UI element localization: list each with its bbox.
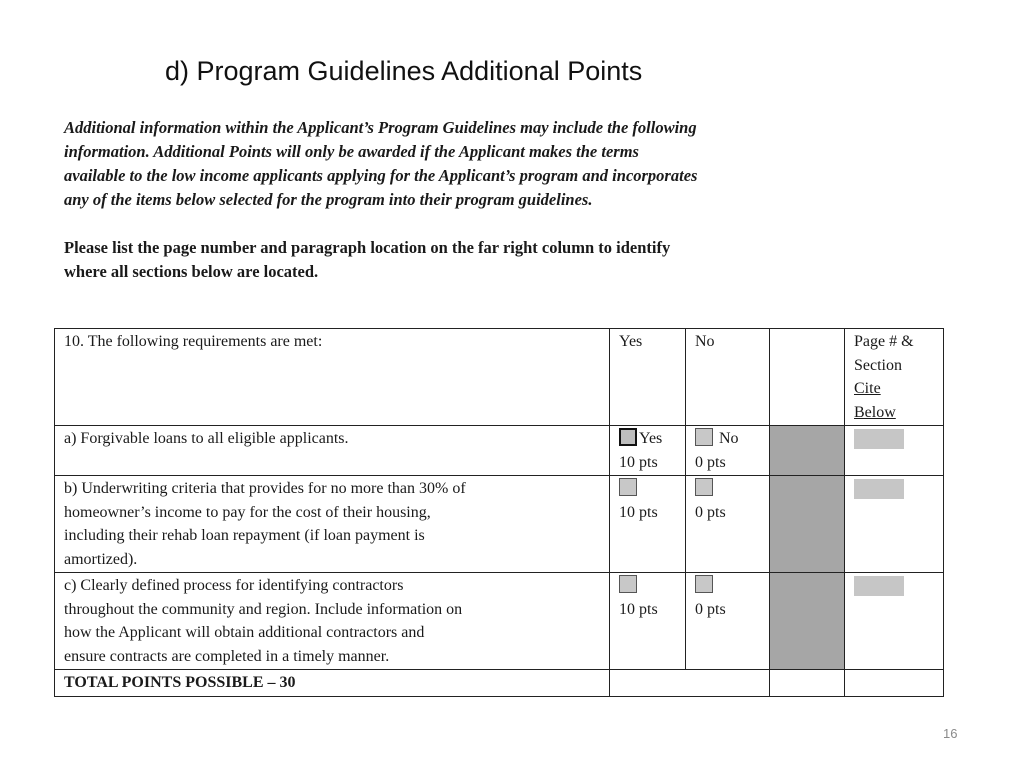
table-row	[55, 476, 944, 573]
row-a-no: No 0 pts	[686, 426, 770, 476]
total-blank-cell	[770, 670, 845, 697]
intro-text	[64, 116, 934, 284]
cite-input[interactable]	[854, 479, 904, 499]
total-cite-cell	[845, 670, 944, 697]
yes-checkbox[interactable]	[619, 428, 637, 446]
intro-line: available to the low income applicants applying for the Applicant’s program and incorporates	[64, 166, 698, 185]
intro-paragraph-1	[64, 116, 934, 212]
table-row	[55, 426, 944, 476]
yes-checkbox[interactable]	[619, 478, 637, 496]
page-number: 16	[943, 726, 958, 741]
slide-title: d) Program Guidelines Additional Points	[165, 56, 643, 86]
row-c-no: 0 pts	[686, 573, 770, 670]
total-points: TOTAL POINTS POSSIBLE – 30	[55, 670, 610, 697]
row-a-cite	[845, 426, 944, 476]
intro-line: Please list the page number and paragraph location on the far right column to identify	[64, 238, 671, 257]
table-total-row	[55, 670, 944, 697]
requirements-table	[54, 328, 944, 697]
row-c-yes: 10 pts	[610, 573, 686, 670]
header-no: No	[686, 329, 770, 426]
header-requirement: 10. The following requirements are met:	[55, 329, 610, 426]
row-a-yes: Yes 10 pts	[610, 426, 686, 476]
intro-line: any of the items below selected for the program into their program guidelines.	[64, 190, 593, 209]
total-points-cell	[610, 670, 770, 697]
row-b-yes: 10 pts	[610, 476, 686, 573]
row-b-description: b) Underwriting criteria that provides for no more than 30% of homeowner’s income to pay for the cost of their housing, including their rehab loan repayment (if loan payment is amortized).	[55, 476, 610, 573]
header-yes: Yes	[610, 329, 686, 426]
table-row	[55, 573, 944, 670]
no-checkbox[interactable]	[695, 428, 713, 446]
shaded-cell	[770, 476, 845, 573]
row-b-cite	[845, 476, 944, 573]
row-c-description: c) Clearly defined process for identifying contractors throughout the community and region. Include information on how the Applicant will obtain additional contractors and ensure contracts are completed in a timely manner.	[55, 573, 610, 670]
row-b-no: 0 pts	[686, 476, 770, 573]
intro-paragraph-2	[64, 236, 934, 284]
row-a-description: a) Forgivable loans to all eligible applicants.	[55, 426, 610, 476]
cite-input[interactable]	[854, 429, 904, 449]
header-blank	[770, 329, 845, 426]
yes-checkbox[interactable]	[619, 575, 637, 593]
shaded-cell	[770, 426, 845, 476]
cite-input[interactable]	[854, 576, 904, 596]
no-checkbox[interactable]	[695, 478, 713, 496]
no-checkbox[interactable]	[695, 575, 713, 593]
table-header-row	[55, 329, 944, 426]
header-cite: Page # & Section Cite Below	[845, 329, 944, 426]
intro-line: information. Additional Points will only be awarded if the Applicant makes the terms	[64, 142, 639, 161]
intro-line: where all sections below are located.	[64, 262, 319, 281]
intro-line: Additional information within the Applicant’s Program Guidelines may include the following	[64, 118, 697, 137]
row-c-cite	[845, 573, 944, 670]
shaded-cell	[770, 573, 845, 670]
